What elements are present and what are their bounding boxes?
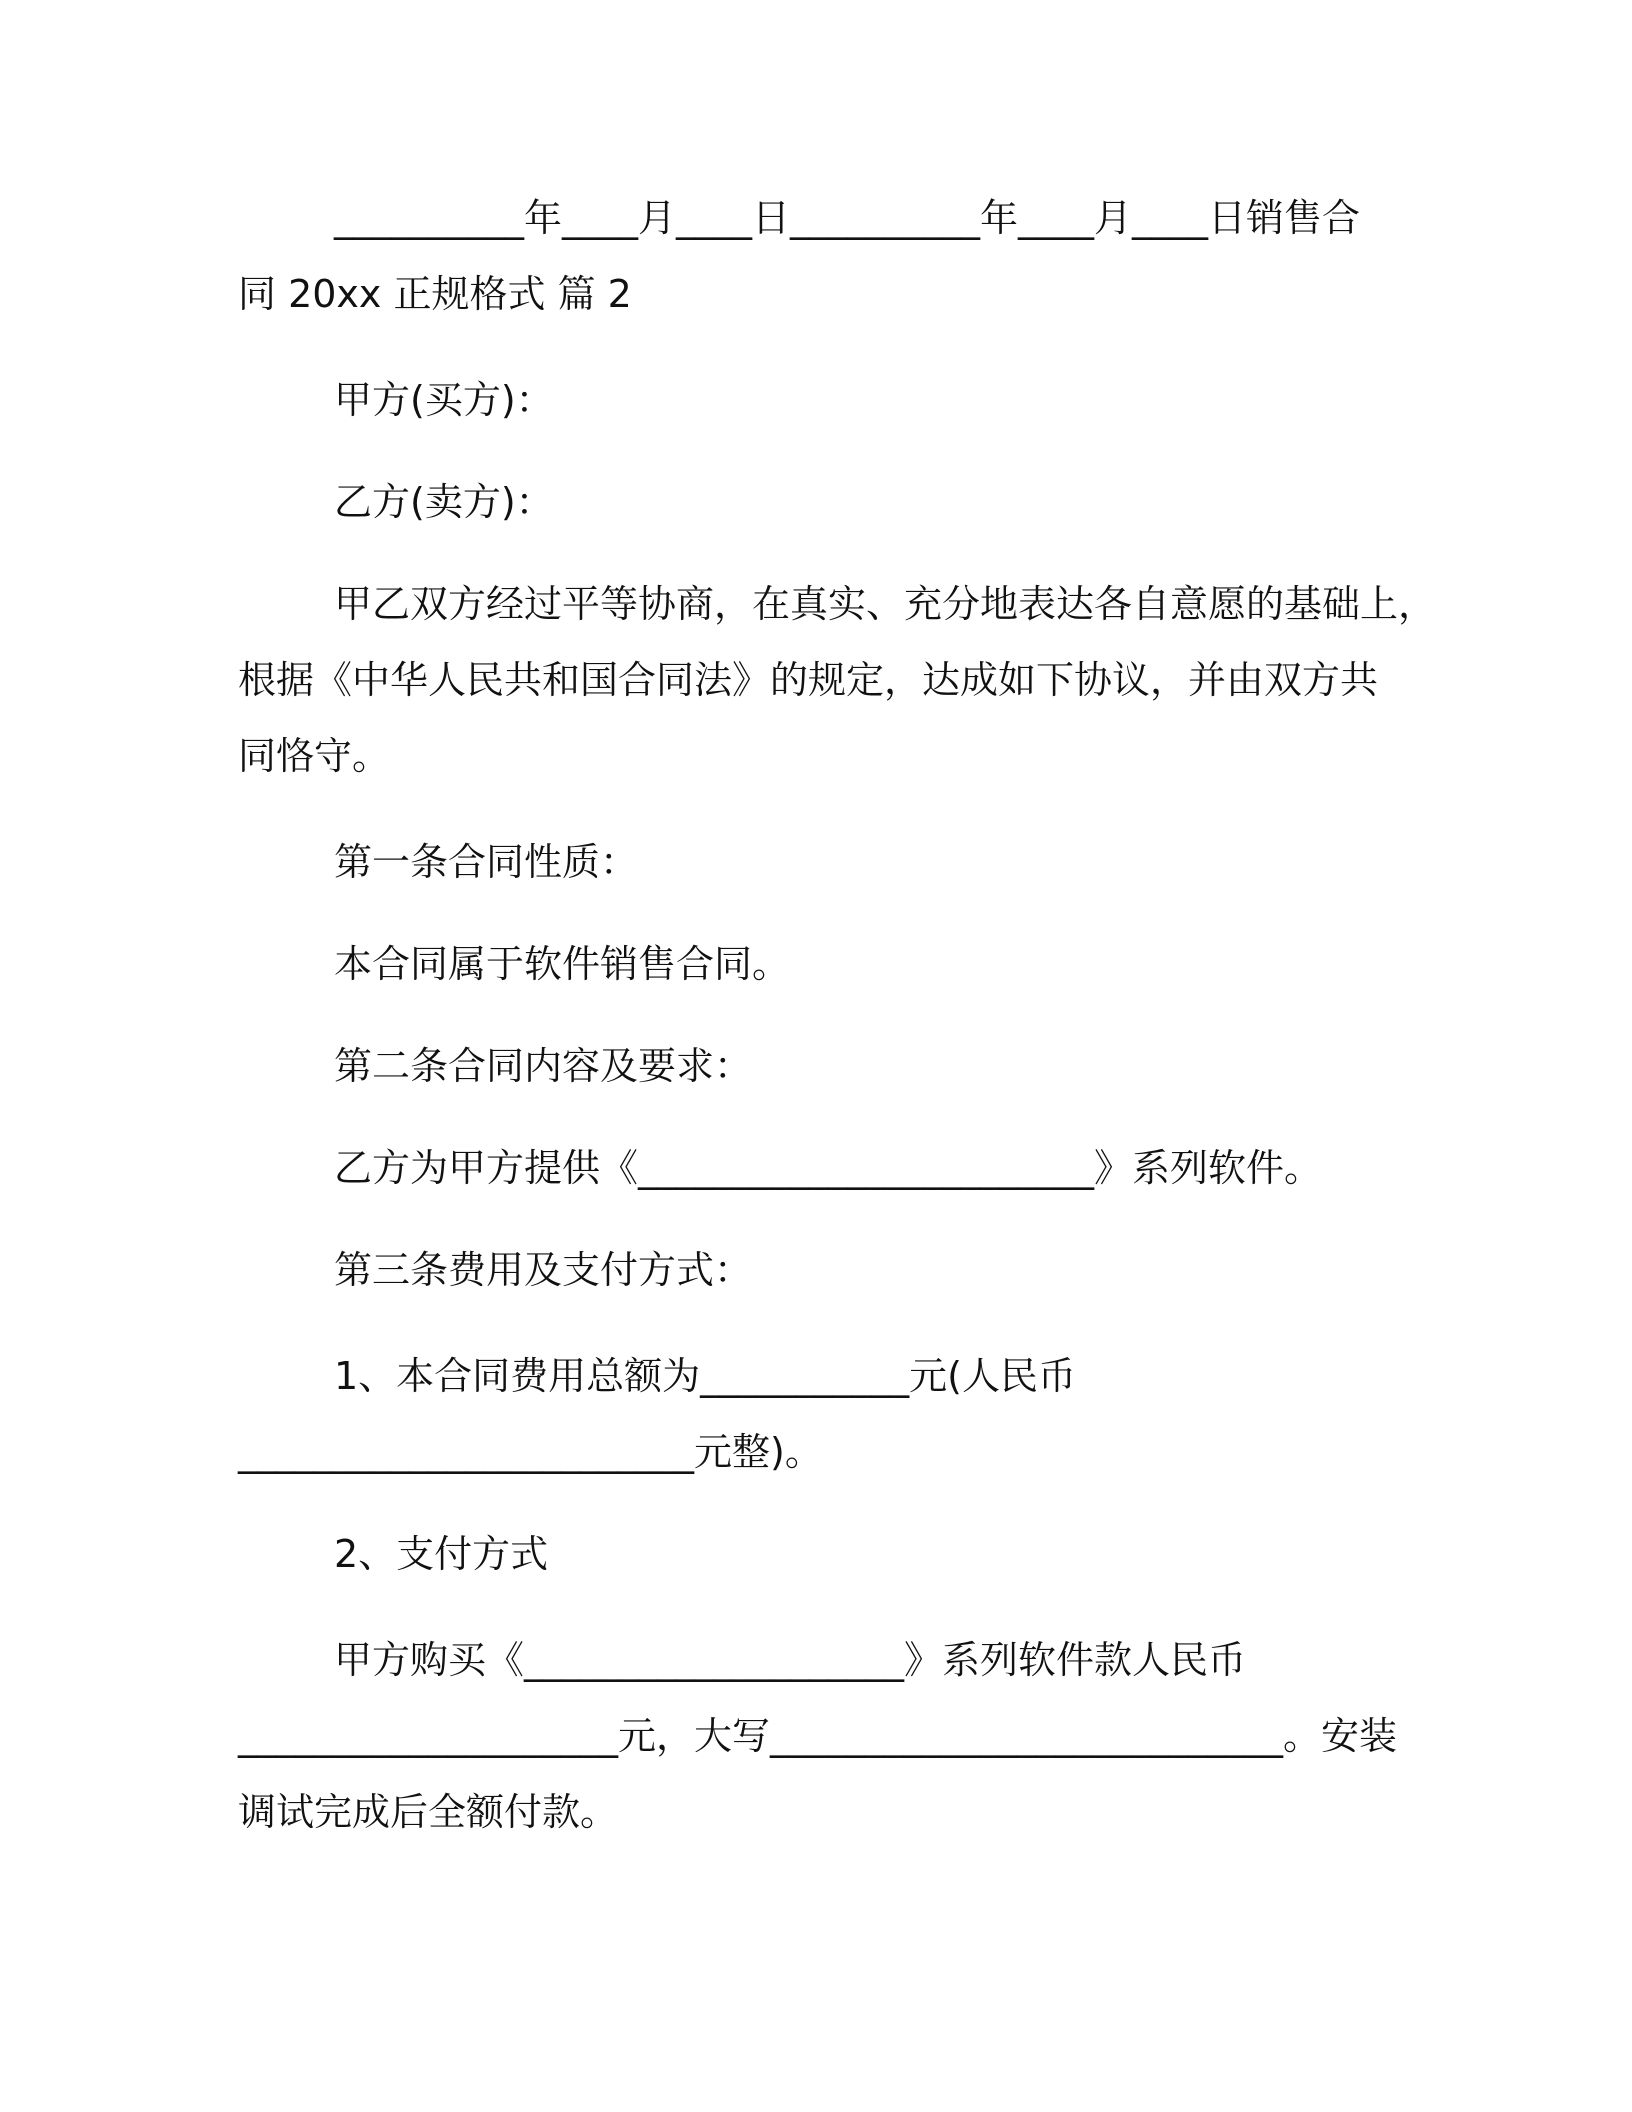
item-1-line-1: 1、本合同费用总额为___________元(人民币 [334, 1354, 1077, 1398]
article-2-title: 第二条合同内容及要求： [334, 1044, 753, 1088]
intro-paragraph-line-2: 根据《中华人民共和国合同法》的规定，达成如下协议，并由双方共 [238, 658, 1379, 702]
intro-paragraph-line-3: 同恪守。 [238, 734, 391, 778]
article-1-title: 第一条合同性质： [334, 840, 639, 884]
heading-line-1: __________年____月____日__________年____月____日销售合 [334, 196, 1361, 240]
intro-paragraph-line-1: 甲乙双方经过平等协商，在真实、充分地表达各自意愿的基础上， [334, 582, 1437, 626]
payment-line-1: 甲方购买《____________________》系列软件款人民币 [334, 1638, 1247, 1682]
article-2-body: 乙方为甲方提供《________________________》系列软件。 [334, 1146, 1323, 1190]
item-1-line-2: ________________________元整)。 [238, 1430, 823, 1474]
article-1-body: 本合同属于软件销售合同。 [334, 942, 791, 986]
heading-line-2: 同 20xx 正规格式 篇 2 [238, 272, 632, 316]
payment-line-3: 调试完成后全额付款。 [238, 1790, 619, 1834]
article-3-title: 第三条费用及支付方式： [334, 1248, 753, 1292]
party-a-label: 甲方(买方)： [334, 378, 554, 422]
item-2-title: 2、支付方式 [334, 1532, 549, 1576]
party-b-label: 乙方(卖方)： [334, 480, 554, 524]
payment-line-2: ____________________元，大写___________________________。安装 [238, 1714, 1398, 1758]
